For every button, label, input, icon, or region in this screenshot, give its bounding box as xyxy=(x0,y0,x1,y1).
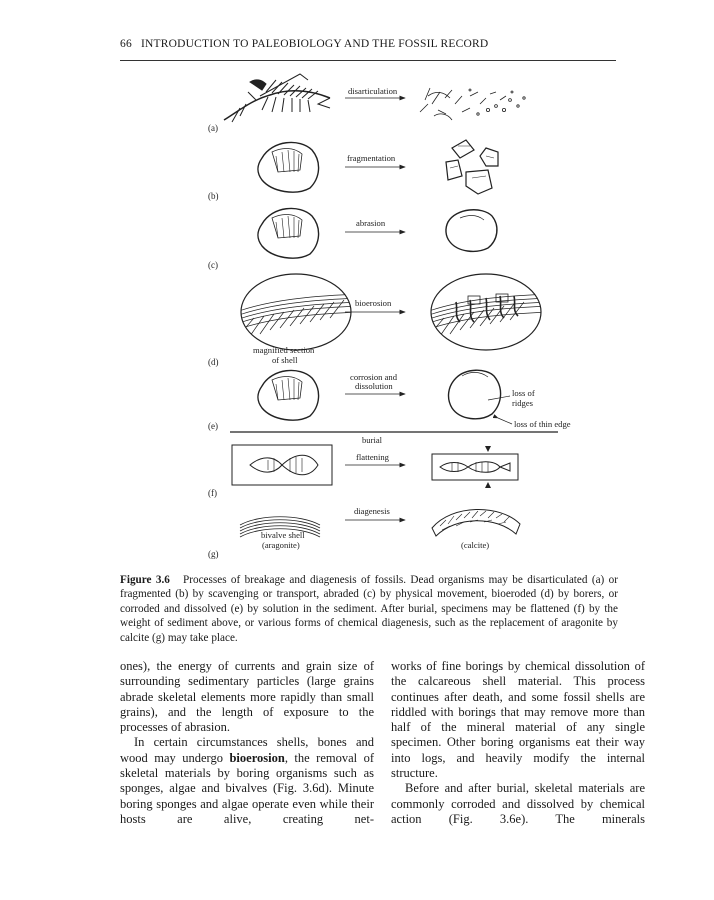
skeleton-articulated xyxy=(224,74,330,122)
bivalve-cross-section-f xyxy=(250,455,318,475)
label-diagenesis: diagenesis xyxy=(354,506,390,516)
leader-thin-edge xyxy=(498,418,512,424)
label-flattening: flattening xyxy=(356,452,389,462)
label-calcite: (calcite) xyxy=(461,540,490,550)
label-loss-of-ridges-1: loss of xyxy=(512,388,535,398)
leader-ridges xyxy=(488,396,510,400)
panel-letter-f: (f) xyxy=(208,488,217,498)
panel-letter-c: (c) xyxy=(208,260,218,270)
running-title: INTRODUCTION TO PALEOBIOLOGY AND THE FOSSIL RECORD xyxy=(140,38,489,50)
sediment-box-after xyxy=(432,454,518,480)
paragraph: Before and after burial, skeletal materials are commonly corroded and dissolved by chemical action (Fig. 3.6e). The minerals xyxy=(391,781,645,826)
caption-label: Figure 3.6 xyxy=(120,574,170,586)
shell-whole-b xyxy=(258,142,319,192)
shell-corroded xyxy=(449,370,501,419)
caption-text: Processes of breakage and diagenesis of fossils. Dead organisms may be disarticulated (a) or fragmented (b) by scavenging or transport, abraded (c) by physical movement, bioeroded (d) by borers, or corroded and dissolved (e) by solution in the sediment. After burial, specimens may be flattened (f) by the weight of sediment above, or various forms of chemical diagenesis, such as the replacement of aragonite by calcite (g) may take place. xyxy=(120,574,618,644)
bivalve-flattened xyxy=(440,462,510,473)
panel-letter-b: (b) xyxy=(208,191,219,201)
label-bioerosion: bioerosion xyxy=(355,298,392,308)
body-column-left xyxy=(120,659,374,827)
label-loss-of-ridges-2: ridges xyxy=(512,398,534,408)
label-bivalve-shell: bivalve shell xyxy=(261,530,305,540)
paragraph: ones), the energy of currents and grain size of surrounding sedimentary particles (large grains abrade skeletal elements more rapidly than small grains), and the length of exposure to the processes of abrasion. xyxy=(120,659,374,735)
shell-whole-c xyxy=(258,208,319,258)
paragraph: In certain circumstances shells, bones and wood may undergo bioerosion, the removal of skeletal materials by boring organisms such as sponges, algae and bivalves (Fig. 3.6d). Minute boring sponges and algae operate even while their hosts are alive, creating net- xyxy=(120,735,374,826)
panel-letter-g: (g) xyxy=(208,549,219,559)
panel-letter-e: (e) xyxy=(208,421,218,431)
paragraph: works of fine borings by chemical dissolution of the calcareous shell material. This process continues after death, and some fossil shells are riddled with borings that may remove more than half of the mineral material of any single specimen. Other boring organisms eat their way into logs, and heavily modify the internal structure. xyxy=(391,659,645,781)
label-disarticulation: disarticulation xyxy=(348,86,398,96)
label-abrasion: abrasion xyxy=(356,218,386,228)
label-burial: burial xyxy=(362,435,383,445)
pressure-arrow-bottom xyxy=(485,482,491,488)
shell-abraded xyxy=(446,210,497,252)
figure-caption xyxy=(120,573,618,645)
label-loss-of-thin-edge: loss of thin edge xyxy=(514,419,571,429)
term-bioerosion: bioerosion xyxy=(229,750,285,765)
page-number: 66 xyxy=(120,38,132,50)
shell-whole-e xyxy=(258,370,319,420)
body-column-right xyxy=(391,659,645,827)
panel-letter-a: (a) xyxy=(208,123,218,133)
label-magnified-2: of shell xyxy=(272,355,298,365)
label-aragonite: (aragonite) xyxy=(262,540,300,550)
shell-section-intact xyxy=(236,274,360,350)
shell-section-bored xyxy=(426,274,550,350)
shell-fragments xyxy=(446,140,498,194)
bivalve-shell-calcite xyxy=(432,509,520,536)
pressure-arrow-top xyxy=(485,446,491,452)
label-magnified-1: magnified section xyxy=(253,345,315,355)
label-corrosion-2: dissolution xyxy=(355,381,393,391)
label-corrosion-1: corrosion and xyxy=(350,372,398,382)
panel-letter-d: (d) xyxy=(208,357,219,367)
label-fragmentation: fragmentation xyxy=(347,153,396,163)
skeleton-disarticulated xyxy=(420,88,525,120)
